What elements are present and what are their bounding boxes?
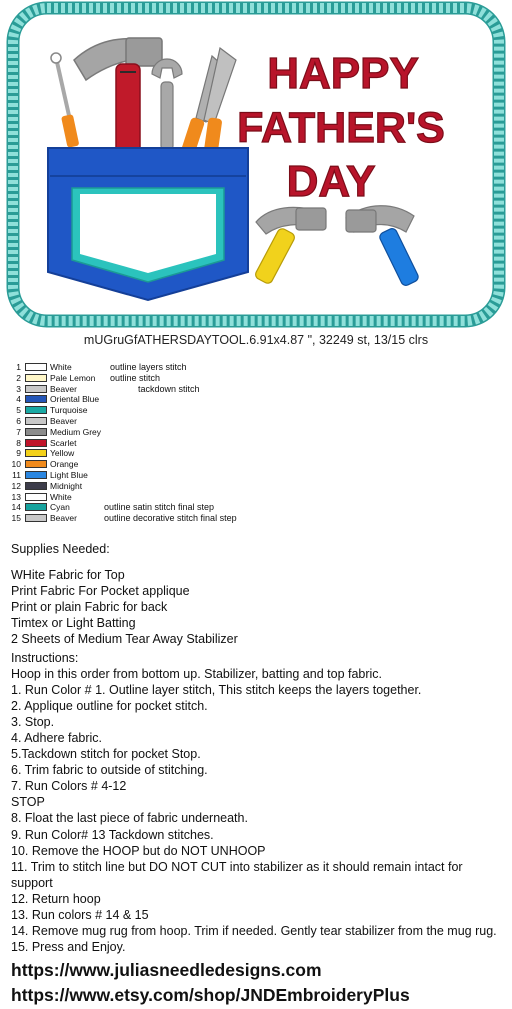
color-chart-row [8, 459, 508, 470]
website-link[interactable]: https://www.juliasneedledesigns.com [11, 960, 322, 980]
color-chart-row [8, 416, 508, 427]
color-number: 9 [16, 448, 21, 459]
etsy-shop-link[interactable]: https://www.etsy.com/shop/JNDEmbroideryPlus [11, 985, 410, 1005]
color-swatch [25, 374, 47, 382]
color-note: tackdown stitch [138, 383, 200, 394]
greeting-line-3: DAY [286, 157, 376, 206]
instruction-line: 14. Remove mug rug from hoop. Trim if needed. Gently tear stabilizer from the mug rug. [11, 923, 497, 938]
color-name: Medium Grey [50, 426, 102, 437]
color-swatch [25, 471, 47, 479]
color-number: 4 [16, 394, 21, 405]
tool-pocket-applique [48, 148, 248, 300]
color-name: White [50, 491, 72, 502]
color-name: Beaver [50, 383, 77, 394]
color-chart-row [8, 384, 508, 395]
color-name: Pale Lemon [50, 372, 96, 383]
instructions-heading: Instructions: [11, 651, 79, 665]
instruction-line: 8. Float the last piece of fabric underneath. [11, 811, 248, 826]
color-name: Yellow [50, 448, 75, 459]
instruction-line: 9. Run Color# 13 Tackdown stitches. [11, 827, 214, 842]
color-note: outline layers stitch [110, 362, 187, 372]
color-name: Turquoise [50, 405, 88, 416]
supplies-section [11, 541, 507, 648]
instruction-line: 1. Run Color # 1. Outline layer stitch, This stitch keeps the layers together. [11, 683, 422, 698]
color-number: 3 [16, 383, 21, 394]
instruction-line: Hoop in this order from bottom up. Stabilizer, batting and top fabric. [11, 667, 383, 682]
supplies-heading: Supplies Needed: [11, 542, 110, 556]
color-swatch [25, 439, 47, 447]
color-chart-row [8, 481, 508, 492]
color-swatch [25, 395, 47, 403]
color-chart-row [8, 470, 508, 481]
color-number: 7 [16, 426, 21, 437]
color-name: Light Blue [50, 469, 88, 480]
color-swatch [25, 449, 47, 457]
color-swatch [25, 428, 47, 436]
instruction-line: 6. Trim fabric to outside of stitching. [11, 763, 208, 778]
supply-item: Timtex or Light Batting [11, 616, 136, 631]
supply-item: Print Fabric For Pocket applique [11, 584, 190, 599]
color-name: Midnight [50, 480, 83, 491]
color-chart-row [8, 373, 508, 384]
color-number: 11 [12, 469, 21, 480]
color-number: 12 [11, 480, 21, 491]
color-swatch [25, 493, 47, 501]
supply-item: WHite Fabric for Top [11, 568, 125, 583]
instruction-line: 3. Stop. [11, 715, 55, 730]
design-caption: mUGruGfATHERSDAYTOOL.6.91x4.87 ", 32249 st, 13/15 clrs [83, 333, 429, 347]
color-number: 13 [11, 491, 21, 502]
instruction-line: 15. Press and Enjoy. [11, 939, 126, 954]
color-name: Oriental Blue [50, 394, 100, 405]
color-name: Orange [50, 459, 79, 470]
greeting-line-2: FATHER'S [237, 104, 445, 152]
color-chart-row [8, 362, 508, 373]
color-chart-row [8, 513, 508, 524]
color-note: outline satin stitch final step [104, 502, 215, 513]
instruction-line: 2. Applique outline for pocket stitch. [11, 699, 208, 714]
color-chart-row [8, 405, 508, 416]
color-chart-row [8, 427, 508, 438]
color-number: 2 [16, 372, 21, 383]
color-number: 5 [16, 405, 21, 416]
color-chart-row [8, 492, 508, 503]
embroidery-design-preview [0, 0, 512, 330]
color-note: outline stitch [110, 372, 161, 383]
instructions-section [11, 650, 509, 955]
website-links [11, 958, 511, 1008]
color-name: Beaver [50, 415, 77, 426]
instruction-line: 10. Remove the HOOP but do NOT UNHOOP [11, 843, 266, 858]
color-swatch [25, 385, 47, 393]
color-number: 1 [16, 362, 21, 372]
greeting-line-1: HAPPY [267, 49, 419, 98]
color-chart-row [8, 448, 508, 459]
color-number: 8 [16, 437, 21, 448]
color-swatch [25, 460, 47, 468]
instruction-line: STOP [11, 795, 45, 810]
color-chart [8, 362, 508, 524]
color-swatch [25, 514, 47, 522]
instruction-line: 11. Trim to stitch line but DO NOT CUT into stabilizer as it should remain intact for [11, 859, 463, 874]
color-number: 14 [11, 502, 21, 513]
supply-item: Print or plain Fabric for back [11, 600, 168, 615]
color-chart-row [8, 502, 508, 513]
color-number: 15 [11, 513, 21, 524]
color-number: 10 [11, 459, 21, 470]
instruction-line: 12. Return hoop [11, 891, 101, 906]
color-name: Scarlet [50, 437, 77, 448]
color-note: outline decorative stitch final step [104, 513, 237, 524]
instruction-line: 7. Run Colors # 4-12 [11, 779, 127, 794]
instruction-line: 13. Run colors # 14 & 15 [11, 907, 149, 922]
instruction-line: 5.Tackdown stitch for pocket Stop. [11, 747, 201, 762]
color-chart-row [8, 438, 508, 449]
color-swatch [25, 417, 47, 425]
color-swatch [25, 406, 47, 414]
color-name: Beaver [50, 513, 77, 524]
supply-item: 2 Sheets of Medium Tear Away Stabilizer [11, 632, 238, 647]
color-swatch [25, 482, 47, 490]
color-swatch [25, 503, 47, 511]
color-name: White [50, 362, 72, 372]
color-number: 6 [16, 415, 21, 426]
instruction-line: 4. Adhere fabric. [11, 731, 103, 746]
instruction-line: support [11, 875, 53, 890]
color-name: Cyan [50, 502, 70, 513]
color-chart-row [8, 394, 508, 405]
color-swatch [25, 363, 47, 371]
